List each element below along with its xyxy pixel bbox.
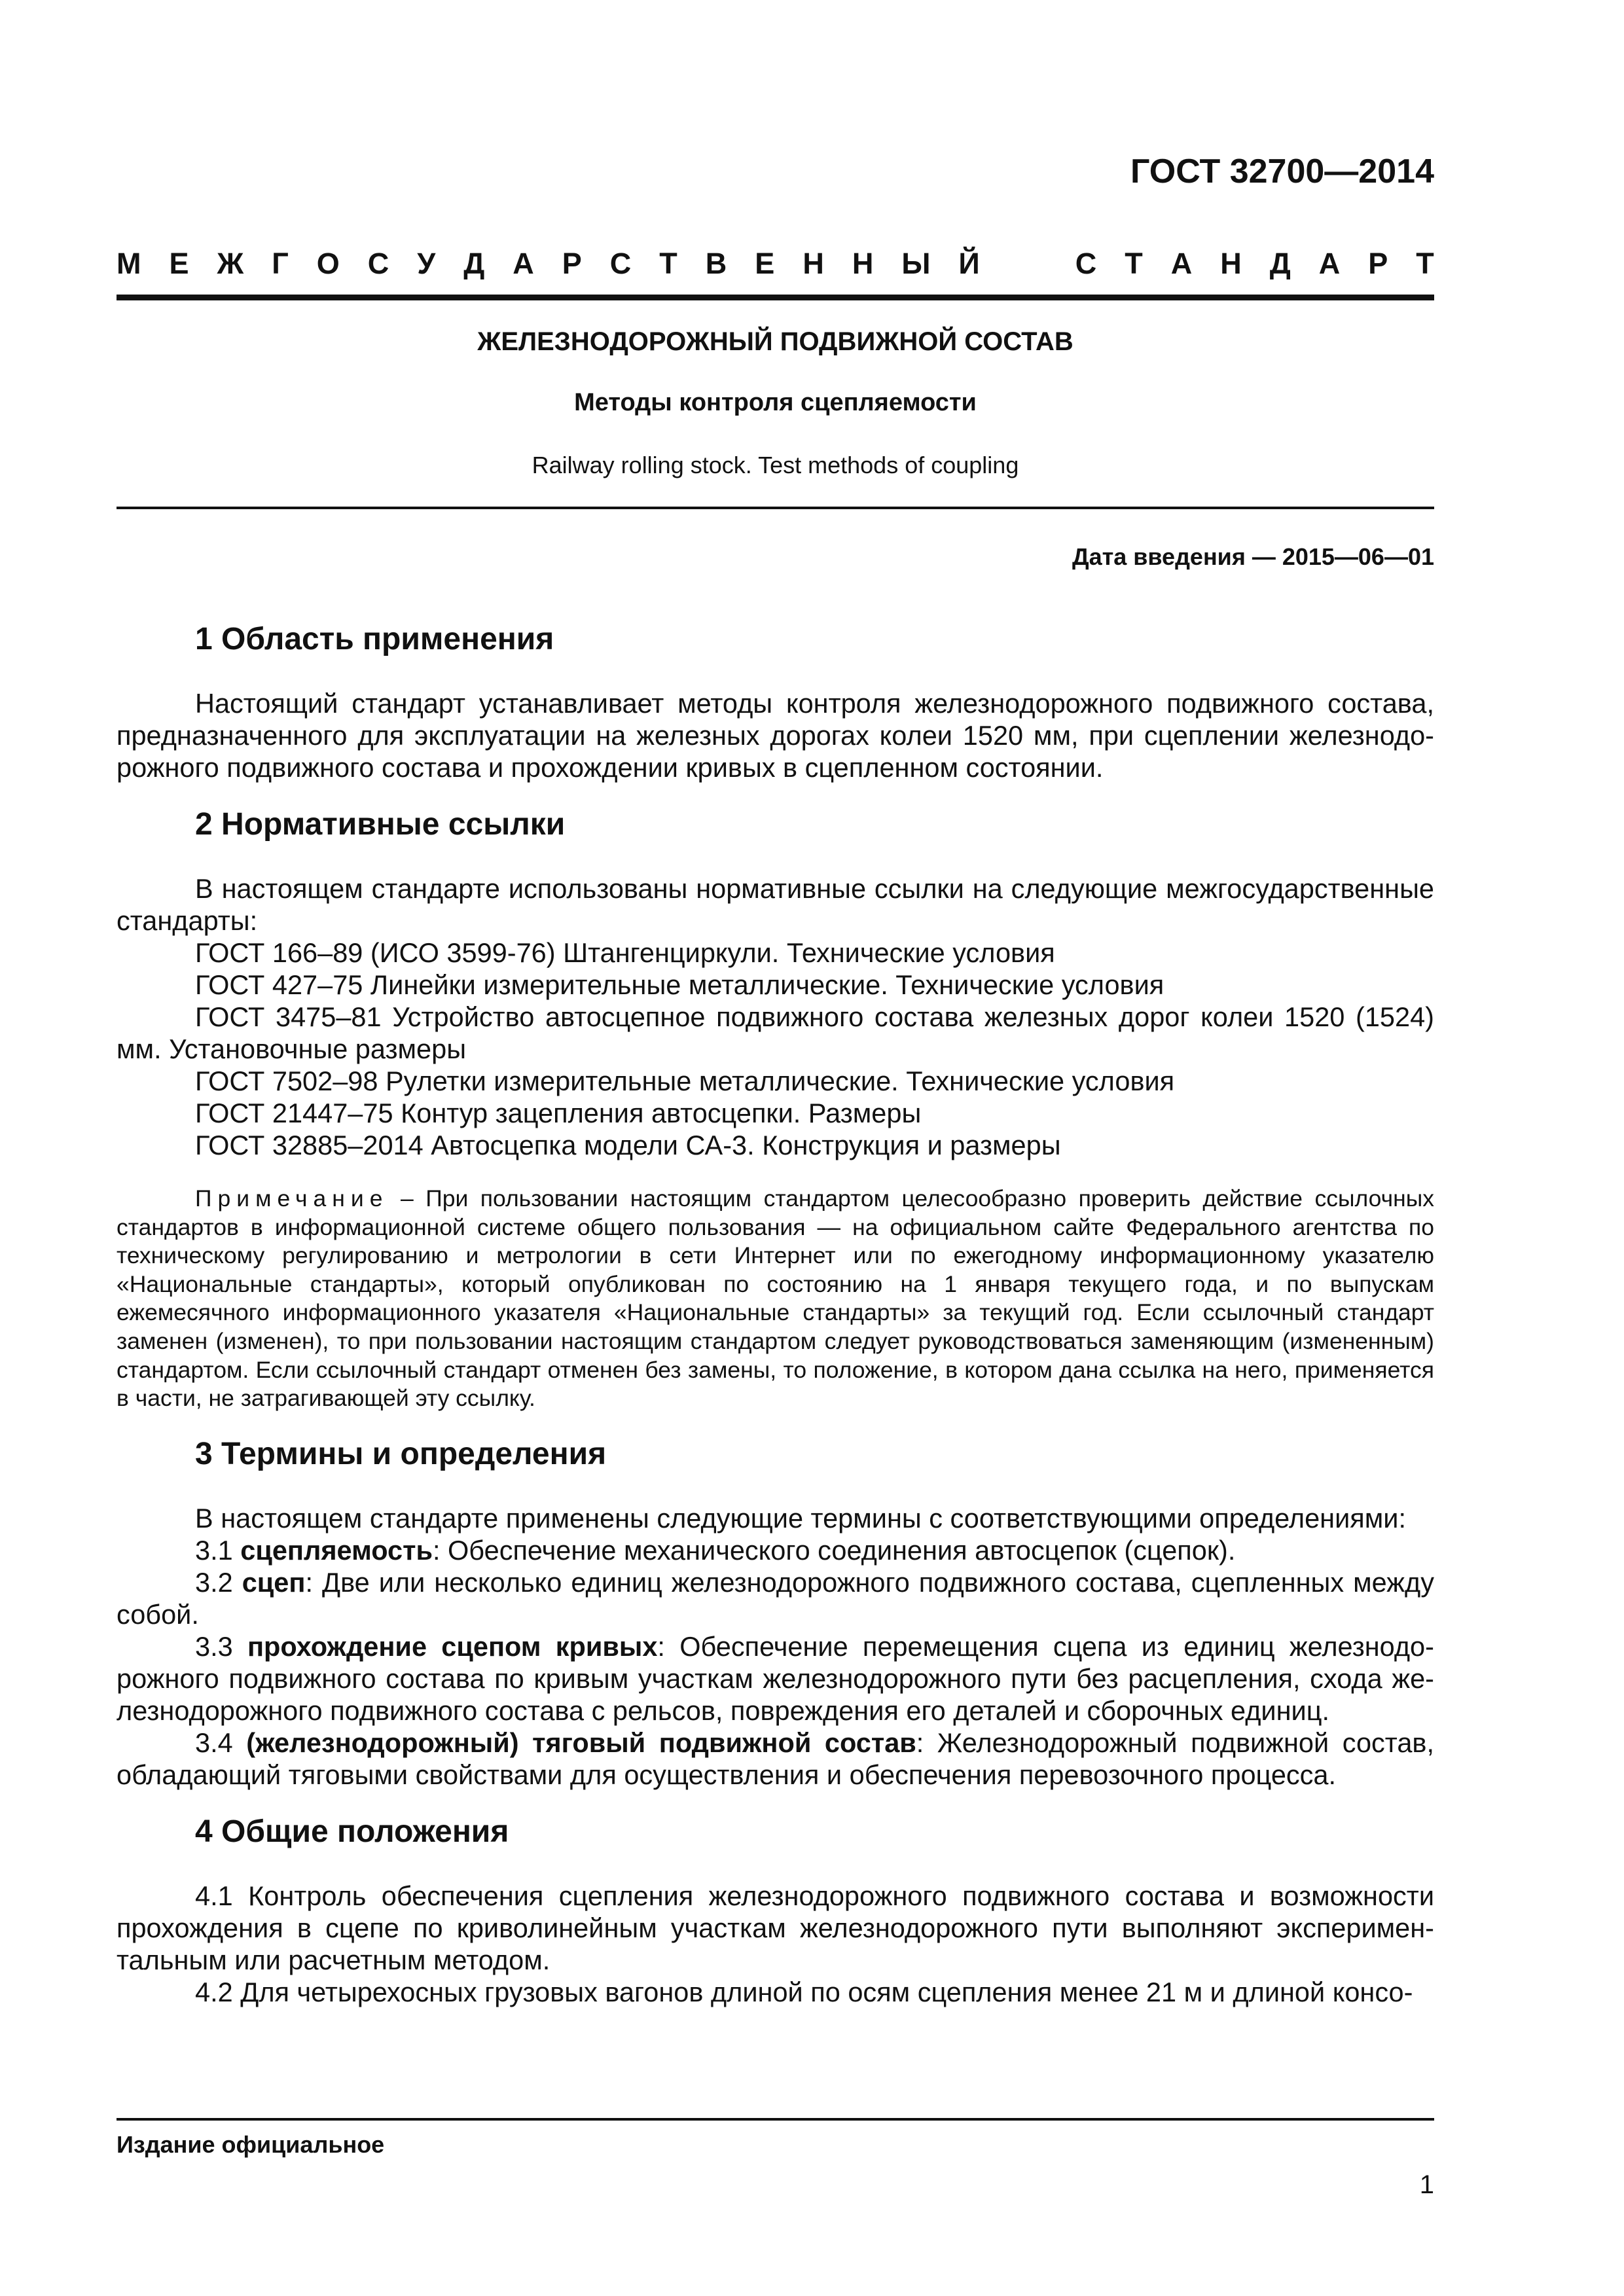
banner-letter: Н (852, 247, 874, 280)
banner-letter: Ы (901, 247, 931, 280)
banner-letter: Т (1416, 247, 1434, 280)
banner-letter: Р (562, 247, 582, 280)
term: сцепляемость (240, 1534, 433, 1566)
section-heading: 2 Нормативные ссылки (195, 807, 566, 842)
banner-letter: С (367, 247, 389, 280)
banner-letter: Г (272, 247, 289, 280)
banner-letter: Д (1269, 247, 1291, 280)
reference-item: ГОСТ 21447–75 Контур зацепления автосцепки. Размеры (195, 1098, 922, 1128)
banner-letter: Н (1220, 247, 1242, 280)
reference-item: ГОСТ 7502–98 Рулетки измерительные металлические. Технические условия (195, 1066, 1175, 1096)
document-body (117, 620, 1434, 2008)
term-definition: 3.4 (железнодорожный) тяговый подвижной состав: Железнодорожный подвижной состав, обладающий тяговыми свойствами для осуществления и обеспечения перевозочного процесса. (117, 1727, 1434, 1790)
banner-letter: Д (463, 247, 485, 280)
footer-divider (117, 2118, 1434, 2121)
banner-letter: М (117, 247, 141, 280)
banner-word-gap (1008, 245, 1047, 283)
banner-letter: С (609, 247, 632, 280)
banner-letter: Е (755, 247, 775, 280)
document-subtitle: Методы контроля сцепляемости (574, 389, 977, 416)
banner-letter: В (705, 247, 727, 280)
banner-letter: Т (1125, 247, 1143, 280)
banner-letter: Й (958, 247, 980, 280)
edition-label: Издание официальное (117, 2131, 385, 2158)
paragraph: 4.1 Контроль обеспечения сцепления железнодорожного подвижного состава и возможности прохождения в сцепе по криволинейным участкам железнодорожного пути выполняют экспериментальным или расчетным методом. (117, 1880, 1434, 1975)
paragraph: В настоящем стандарте использованы нормативные ссылки на следующие межгосударственные стандарты: (117, 873, 1434, 936)
banner-letter: Е (169, 247, 189, 280)
banner-letter: Ж (217, 247, 244, 280)
banner-letter: Т (659, 247, 677, 280)
term: (железнодорожный) тяговый подвижной состав (246, 1727, 916, 1758)
term: прохождение сцепом кривых (247, 1630, 658, 1662)
section-heading: 1 Область применения (195, 622, 554, 656)
interstate-standard-banner (117, 245, 1434, 283)
section-heading: 3 Термины и определения (195, 1436, 607, 1471)
term-definition: 3.1 сцепляемость: Обеспечение механического соединения автосцепок (сцепок). (195, 1534, 1236, 1566)
term-definition: 3.2 сцеп: Две или несколько единиц железнодорожного подвижного состава, сцепленных между собой. (117, 1566, 1434, 1630)
document-title-english: Railway rolling stock. Test methods of coupling (532, 452, 1019, 478)
note-text: – При пользовании настоящим стандартом целесообразно проверить действие ссылочных стандартов в информационной системе общего пользования — на официальном сайте Федерального агентства по техническому регулированию и метрологии в сети Интернет или по ежегодному информационному указателю «Национальные стандарты», который опубликован по состоянию на 1 января текущего года, и по выпускам ежемесячного информационного указателя «Национальные стандарты» за текущий год. Если ссылочный стандарт заменен (изменен), то при пользовании настоящим стандартом следует руководствоваться заменяющим (измененным) стандартом. Если ссылочный стандарт отменен без замены, то положение, в котором дана ссылка на него, применяется в части, не затрагивающей эту ссылку. (117, 1185, 1434, 1412)
banner-letter: А (513, 247, 534, 280)
note (117, 1185, 1434, 1413)
term-definition: 3.3 прохождение сцепом кривых: Обеспечение перемещения сцепа из единиц железнодорожного подвижного состава по кривым участкам железнодорожного пути без расцепления, схода железнодорожного подвижного состава с рельсов, повреждения его деталей и сборочных единиц. (117, 1630, 1434, 1726)
reference-item: ГОСТ 427–75 Линейки измерительные металлические. Технические условия (195, 969, 1164, 1000)
banner-letter: А (1318, 247, 1341, 280)
banner-letter: Р (1368, 247, 1388, 280)
note-label: Примечание (195, 1185, 389, 1211)
reference-item: ГОСТ 166–89 (ИСО 3599-76) Штангенциркули. Технические условия (195, 937, 1055, 968)
banner-letter: У (417, 247, 436, 280)
title-divider (117, 507, 1434, 509)
header-divider-thick (117, 295, 1434, 300)
banner-letter: О (316, 247, 340, 280)
standard-code: ГОСТ 32700—2014 (1130, 152, 1434, 190)
reference-item: ГОСТ 32885–2014 Автосцепка модели СА-3. Конструкция и размеры (195, 1130, 1061, 1160)
paragraph: Настоящий стандарт устанавливает методы контроля железнодорожного подвижного состава, предназначенного для эксплуатации на железных дорогах колеи 1520 мм, при сцеплении железнодорожного подвижного состава и прохождении кривых в сцепленном состоянии. (117, 688, 1434, 783)
banner-letter: Н (803, 247, 824, 280)
introduction-date: Дата введения — 2015—06—01 (1072, 543, 1434, 570)
banner-letter: С (1075, 247, 1097, 280)
section-heading: 4 Общие положения (195, 1814, 509, 1849)
banner-letter: А (1170, 247, 1193, 280)
paragraph: В настоящем стандарте применены следующие термины с соответствующими определениями: (195, 1502, 1406, 1534)
paragraph: 4.2 Для четырехосных грузовых вагонов длиной по осям сцепления менее 21 м и длиной консо- (195, 1976, 1413, 2007)
document-title: ЖЕЛЕЗНОДОРОЖНЫЙ ПОДВИЖНОЙ СОСТАВ (477, 327, 1074, 356)
reference-item: ГОСТ 3475–81 Устройство автосцепное подвижного состава железных дорог колеи 1520 (1524) мм. Установочные размеры (117, 1001, 1434, 1064)
page-number: 1 (1419, 2170, 1434, 2199)
term: сцеп (242, 1566, 306, 1598)
